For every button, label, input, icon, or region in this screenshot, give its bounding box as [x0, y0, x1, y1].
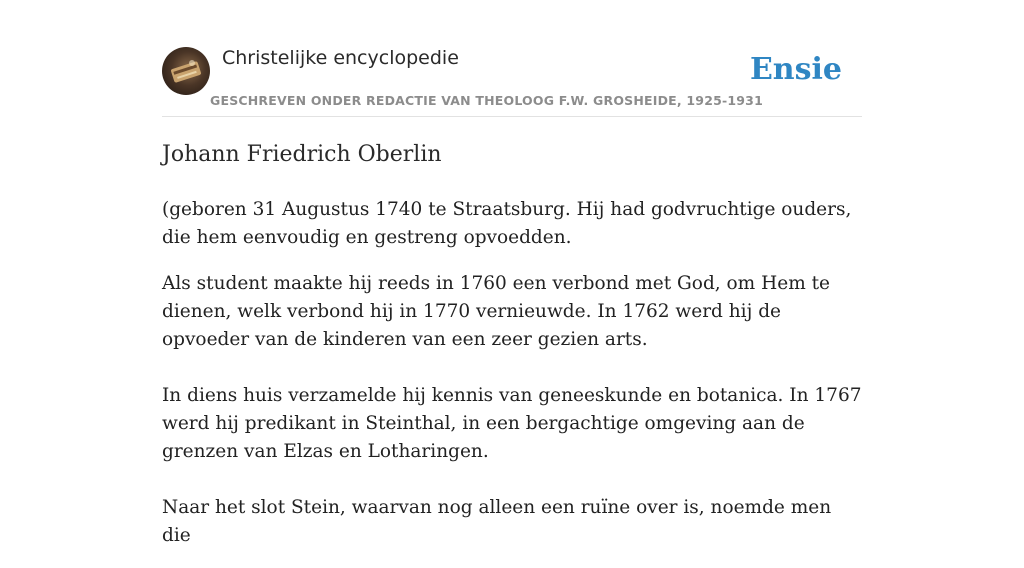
article-paragraph: Als student maakte hij reeds in 1760 een verbond met God, om Hem te dienen, welk verbond hij in 1770 vernieuwde. In 1762 werd hij de opvoeder van de kinderen van een zeer gezien arts.	[162, 273, 830, 350]
article-paragraph: Naar het slot Stein, waarvan nog alleen een ruïne over is, noemde men die	[162, 497, 832, 546]
site-header	[162, 46, 862, 117]
article-paragraph: In diens huis verzamelde hij kennis van geneeskunde en botanica. In 1767 werd hij predikant in Steinthal, in een bergachtige omgeving aan de grenzen van Elzas en Lotharingen.	[162, 385, 862, 462]
site-title[interactable]: Christelijke encyclopedie	[222, 47, 459, 69]
article-title: Johann Friedrich Oberlin	[162, 142, 442, 167]
article-paragraph: (geboren 31 Augustus 1740 te Straatsburg. Hij had godvruchtige ouders, die hem eenvoudig en gestreng opvoedden.	[162, 199, 852, 248]
site-subtitle: GESCHREVEN ONDER REDACTIE VAN THEOLOOG F.W. GROSHEIDE, 1925-1931	[210, 93, 763, 108]
book-image-icon	[162, 47, 210, 95]
ensie-logo[interactable]: Ensie	[749, 52, 842, 87]
article-content	[162, 136, 862, 568]
encyclopedia-avatar[interactable]	[162, 47, 210, 95]
